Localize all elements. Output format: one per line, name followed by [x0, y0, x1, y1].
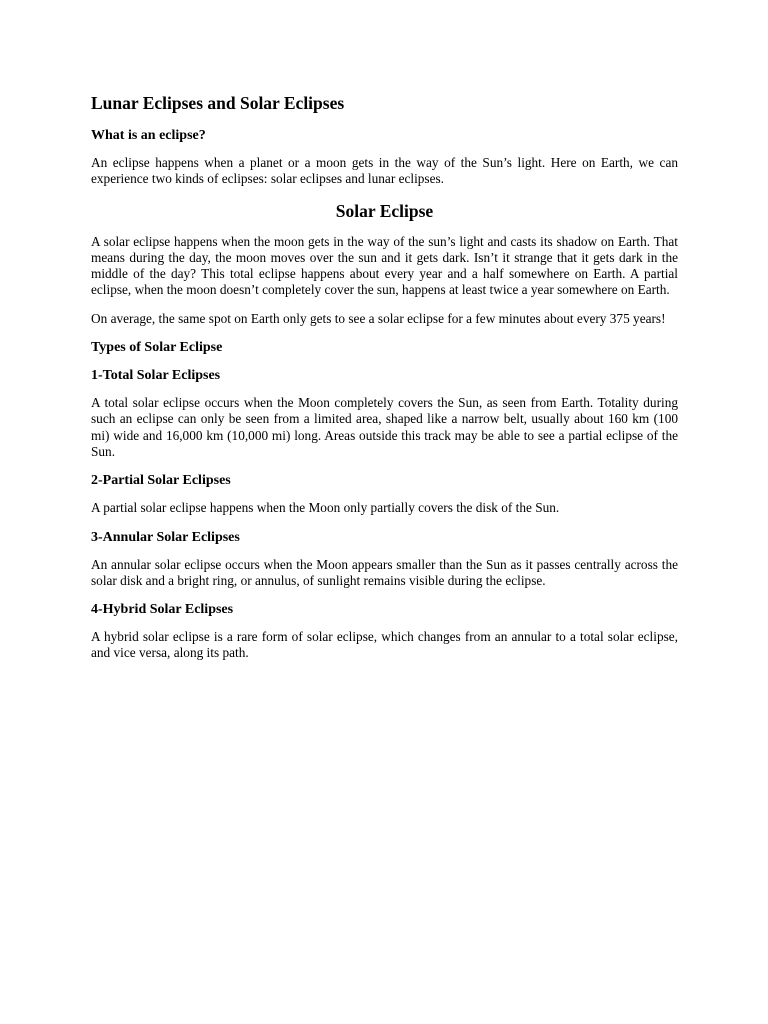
- document-page: [91, 92, 678, 674]
- type-heading-total: 1-Total Solar Eclipses: [91, 368, 221, 384]
- type-heading-annular: 3-Annular Solar Eclipses: [91, 529, 240, 545]
- section-paragraph-1: A solar eclipse happens when the moon gets in the way of the sun’s light and casts its shadow on Earth. That means during the day, the moon moves over the sun and it gets dark. Isn’t it strange that it gets dark in the middle of the day? This total eclipse happens about every year and a half somewhere on Earth. A partial eclipse, when the moon doesn’t completely cover the sun, happens at least twice a year somewhere on Earth.: [91, 233, 678, 298]
- type-text-total: A total solar eclipse occurs when the Moon completely covers the Sun, as seen from Earth. Totality during such an eclipse can only be seen from a limited area, shaped like a narrow belt, usually about 160 km (100 mi) wide and 16,000 km (10,000 mi) long. Areas outside this track may be able to see a partial eclipse of the Sun.: [91, 395, 678, 459]
- intro-paragraph: An eclipse happens when a planet or a moon gets in the way of the Sun’s light. Here on Earth, we can experience two kinds of eclipses: solar eclipses and lunar eclipses.: [91, 155, 678, 187]
- type-heading-partial: 2-Partial Solar Eclipses: [91, 473, 231, 489]
- section-title: Solar Eclipse: [335, 200, 434, 221]
- type-text-annular: An annular solar eclipse occurs when the Moon appears smaller than the Sun as it passes centrally across the solar disk and a bright ring, or annulus, of sunlight remains visible during the eclipse.: [91, 556, 678, 588]
- type-heading-hybrid: 4-Hybrid Solar Eclipses: [91, 602, 234, 618]
- types-heading: Types of Solar Eclipse: [91, 340, 223, 356]
- type-text-hybrid: A hybrid solar eclipse is a rare form of solar eclipse, which changes from an annular to a total solar eclipse, and vice versa, along its path.: [91, 629, 678, 661]
- type-text-partial: A partial solar eclipse happens when the Moon only partially covers the disk of the Sun.: [91, 500, 560, 516]
- page-title: Lunar Eclipses and Solar Eclipses: [91, 93, 345, 113]
- intro-heading: What is an eclipse?: [91, 128, 206, 143]
- section-paragraph-2: On average, the same spot on Earth only gets to see a solar eclipse for a few minutes about every 375 years!: [91, 310, 666, 326]
